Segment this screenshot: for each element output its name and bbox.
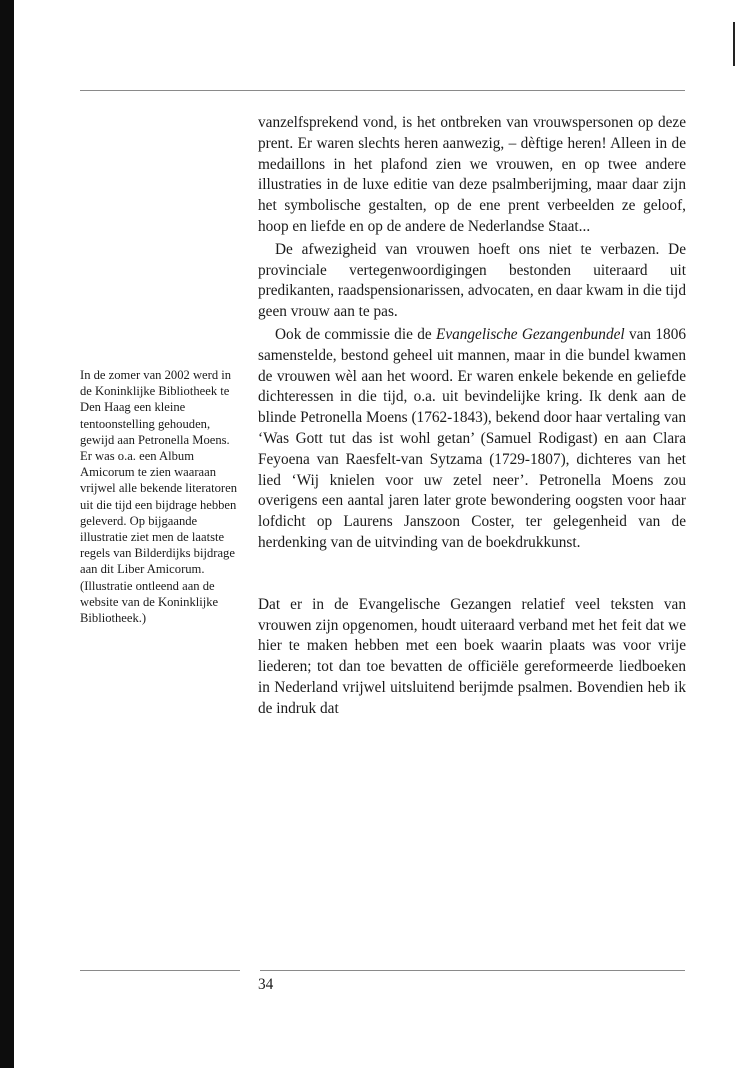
paragraph-3-before: Ook de commissie die de [275, 325, 436, 343]
book-title: Evangelische Gezangenbundel [435, 325, 625, 343]
paragraph-4: Dat er in de Evangelische Gezangen relatief veel teksten van vrouwen zijn opgenomen, houdt uiteraard verband met het feit dat we hier te maken hebben met een boek waarin plaats was voor vrije liederen; tot dan toe bevatten de officiële gereformeerde liedboeken in Nederland vrijwel uitsluitend berijmde psalmen. Bovendien heb ik de indruk dat [258, 595, 686, 717]
main-text-column [258, 113, 686, 720]
top-rule [80, 90, 685, 91]
paragraph-3 [258, 325, 686, 554]
paragraph-3-after: van 1806 samenstelde, bestond geheel uit mannen, maar in die bundel kwamen de vrouwen wèl aan het woord. Er waren enkele bekende en geliefde dichteressen in die tijd, o.a. uit bevindelijke kring. Ik denk aan de blinde Petronella Moens (1762-1843), bekend door haar vertaling van ‘Was Gott tut das ist wohl getan’ (Samuel Rodigast) en aan Clara Feyoena van Raesfelt-van Sytzama (1729-1807), dichteres van het lied ‘Wij knielen voor uw zetel neer’. Petronella Moens zou overigens een aantal jaren later grote bewondering oogsten voor haar lofdicht op Laurens Janszoon Coster, ter gelegenheid van de herdenking van de uitvinding van de boekdrukkunst. [258, 325, 686, 551]
paragraph-1: vanzelfsprekend vond, is het ontbreken van vrouwspersonen op deze prent. Er waren slechts heren aanwezig, – dèftige heren! Alleen in de medaillons in het plafond zien we vrouwen, en op twee andere illustraties in de luxe editie van deze psalmberijming, maar daar zijn het symbolische gestalten, op de ene prent verbeelden ze geloof, hoop en liefde en op de andere de Nederlandse Staat... [258, 114, 686, 235]
scan-edge-bar [0, 0, 14, 1068]
paragraph-2: De afwezigheid van vrouwen hoeft ons niet te verbazen. De provinciale vertegenwoordigingen bestonden uiteraard uit predikanten, raadspensionarissen, advocaten, en daar kwam in die tijd geen vrouw aan te pas. [258, 240, 686, 321]
scan-corner-mark [733, 22, 735, 66]
side-note: In de zomer van 2002 werd in de Koninklijke Bibliotheek te Den Haag een kleine tentoonstelling gehouden, gewijd aan Petronella Moens. Er was o.a. een Album Amicorum te zien waaraan vrijwel alle bekende literatoren uit die tijd een bijdrage hebben geleverd. Op bijgaande illustratie ziet men de laatste regels van Bilderdijks bijdrage aan dit Liber Amicorum. (Illustratie ontleend aan de website van de Koninklijke Bibliotheek.) [80, 368, 237, 626]
bottom-rule-right [260, 970, 685, 971]
bottom-rule-left [80, 970, 240, 971]
page-number: 34 [258, 976, 274, 993]
